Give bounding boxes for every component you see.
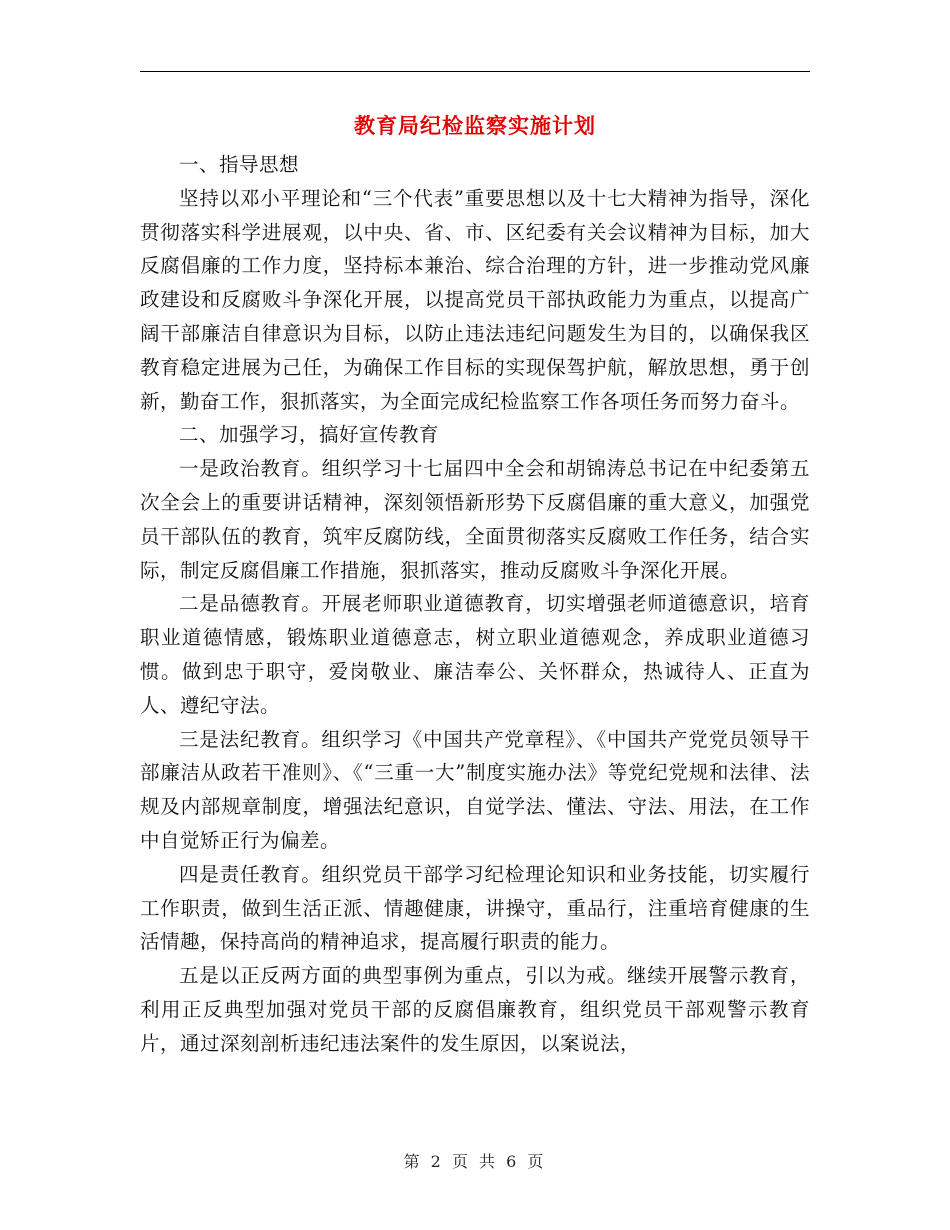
paragraph-moral-education: 二是品德教育。开展老师职业道德教育，切实增强老师道德意识，培育职业道德情感，锻炼职业道德意志，树立职业道德观念，养成职业道德习惯。做到忠于职守，爱岗敬业、廉洁奉公、关怀群众，热诚待人、正直为人、遵纪守法。 [140, 592, 810, 717]
paragraph-responsibility-education: 四是责任教育。组织党员干部学习纪检理论知识和业务技能，切实履行工作职责，做到生活正派、情趣健康，讲操守，重品行，注重培育健康的生活情趣，保持高尚的精神追求，提高履行职责的能力。 [140, 862, 810, 954]
paragraph-legal-education: 三是法纪教育。组织学习《中国共产党章程》、《中国共产党党员领导干部廉洁从政若干准则》、《“三重一大”制度实施办法》等党纪党规和法律、法规及内部规章制度，增强法纪意识，自觉学法、懂法、守法、用法，在工作中自觉矫正行为偏差。 [140, 727, 810, 852]
document-body [140, 148, 810, 1061]
document-title: 教育局纪检监察实施计划 [354, 114, 596, 138]
paragraph-political-education: 一是政治教育。组织学习十七届四中全会和胡锦涛总书记在中纪委第五次全会上的重要讲话精神，深刻领悟新形势下反腐倡廉的重大意义，加强党员干部队伍的教育，筑牢反腐防线，全面贯彻落实反腐败工作任务，结合实际，制定反腐倡廉工作措施，狠抓落实，推动反腐败斗争深化开展。 [140, 457, 810, 582]
header-rule [140, 71, 810, 72]
section-heading-study-education: 二、加强学习，搞好宣传教育 [179, 423, 440, 447]
paragraph-warning-education: 五是以正反两方面的典型事例为重点，引以为戒。继续开展警示教育，利用正反典型加强对党员干部的反腐倡廉教育，组织党员干部观警示教育片，通过深刻剖析违纪违法案件的发生原因，以案说法， [140, 964, 810, 1055]
page-number-footer: 第 2 页 共 6 页 [403, 1152, 547, 1171]
paragraph-guiding-ideology: 坚持以邓小平理论和“三个代表”重要思想以及十七大精神为指导，深化贯彻落实科学进展观，以中央、省、市、区纪委有关会议精神为目标，加大反腐倡廉的工作力度，坚持标本兼治、综合治理的方针，进一步推动党风廉政建设和反腐败斗争深化开展，以提高党员干部执政能力为重点，以提高广阔干部廉洁自律意识为目标，以防止违法违纪问题发生为目的，以确保我区教育稳定进展为己任，为确保工作目标的实现保驾护航，解放思想，勇于创新，勤奋工作，狠抓落实，为全面完成纪检监察工作各项任务而努力奋斗。 [140, 186, 810, 413]
section-heading-guiding-ideology: 一、指导思想 [179, 153, 300, 176]
